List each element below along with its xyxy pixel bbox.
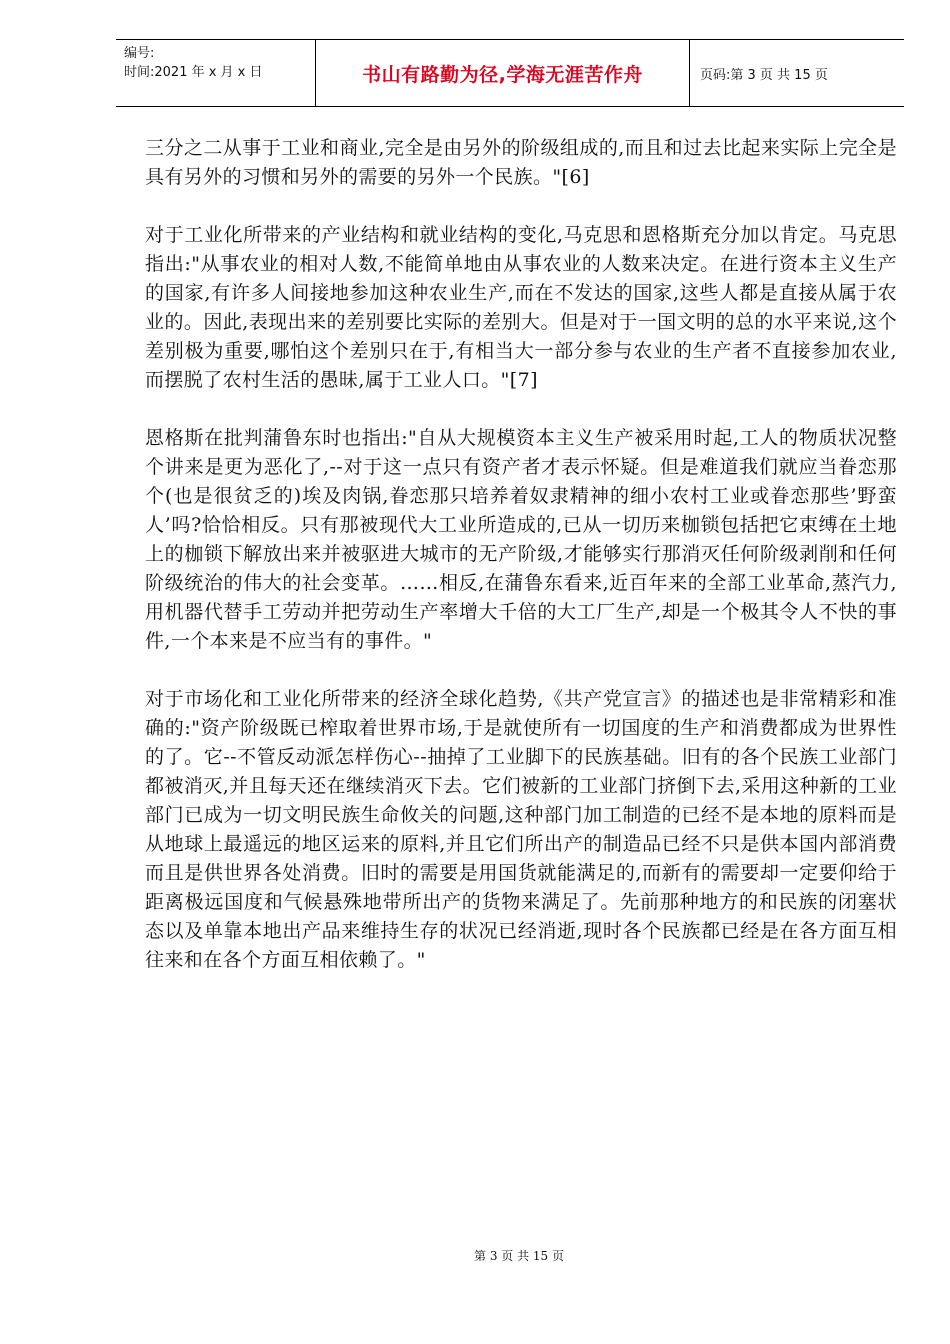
footer-page-number: 第 3 页 共 15 页 xyxy=(474,1249,564,1263)
number-label: 编号: xyxy=(124,46,155,61)
header-page-label: 页码:第 3 页 共 15 页 xyxy=(700,67,828,83)
time-label: 时间:2021 年 x 月 x 日 xyxy=(124,65,263,80)
header-motto-cell xyxy=(316,40,690,106)
paragraph: 恩格斯在批判蒲鲁东时也指出:"自从大规模资本主义生产被采用时起,工人的物质状况整个讲来是更为恶化了,--对于这一点只有资产者才表示怀疑。但是难道我们就应当眷恋那个(也是很贫乏的)埃及肉锅,眷恋那只培养着奴隶精神的细小农村工业或眷恋那些’野蛮人’吗?恰恰相反。只有那被现代大工业所造成的,已从一切历来枷锁包括把它束缚在土地上的枷锁下解放出来并被驱进大城市的无产阶级,才能够实行那消灭任何阶级剥削和任何阶级统治的伟大的社会变革。……相反,在蒲鲁东看来,近百年来的全部工业革命,蒸汽力,用机器代替手工劳动并把劳动生产率增大千倍的大工厂生产,却是一个极其令人不快的事件,一个本来是不应当有的事件。" xyxy=(145,427,897,652)
header-motto: 书山有路勤为径,学海无涯苦作舟 xyxy=(362,63,643,86)
paragraph: 对于工业化所带来的产业结构和就业结构的变化,马克思和恩格斯充分加以肯定。马克思指出:"从事农业的相对人数,不能简单地由从事农业的人数来决定。在进行资本主义生产的国家,有许多人间接地参加这种农业生产,而在不发达的国家,这些人都是直接从属于农业的。因此,表现出来的差别要比实际的差别大。但是对于一国文明的总的水平来说,这个差别极为重要,哪怕这个差别只在于,有相当大一部分参与农业的生产者不直接参加农业,而摆脱了农村生活的愚昧,属于工业人口。"[7] xyxy=(145,224,897,391)
paragraph: 三分之二从事于工业和商业,完全是由另外的阶级组成的,而且和过去比起来实际上完全是具有另外的习惯和另外的需要的另外一个民族。"[6] xyxy=(145,137,897,188)
page-footer xyxy=(0,1247,950,1264)
header-meta-cell xyxy=(116,40,316,106)
page-header xyxy=(116,39,904,107)
paragraph: 对于市场化和工业化所带来的经济全球化趋势,《共产党宣言》的描述也是非常精彩和准确的:"资产阶级既已榨取着世界市场,于是就使所有一切国度的生产和消费都成为世界性的了。它--不管反动派怎样伤心--抽掉了工业脚下的民族基础。旧有的各个民族工业部门都被消灭,并且每天还在继续消灭下去。它们被新的工业部门挤倒下去,采用这种新的工业部门已成为一切文明民族生命攸关的问题,这种部门加工制造的已经不是本地的原料而是从地球上最遥远的地区运来的原料,并且它们所出产的制造品已经不只是供本国内部消费而且是供世界各处消费。旧时的需要是用国货就能满足的,而新有的需要却一定要仰给于距离极远国度和气候悬殊地带所出产的货物来满足了。先前那种地方的和民族的闭塞状态以及单靠本地出产品来维持生存的状况已经消逝,现时各个民族都已经是在各方面互相往来和在各个方面互相依赖了。" xyxy=(145,688,897,971)
header-page-cell xyxy=(690,40,904,106)
document-body xyxy=(145,134,897,1004)
